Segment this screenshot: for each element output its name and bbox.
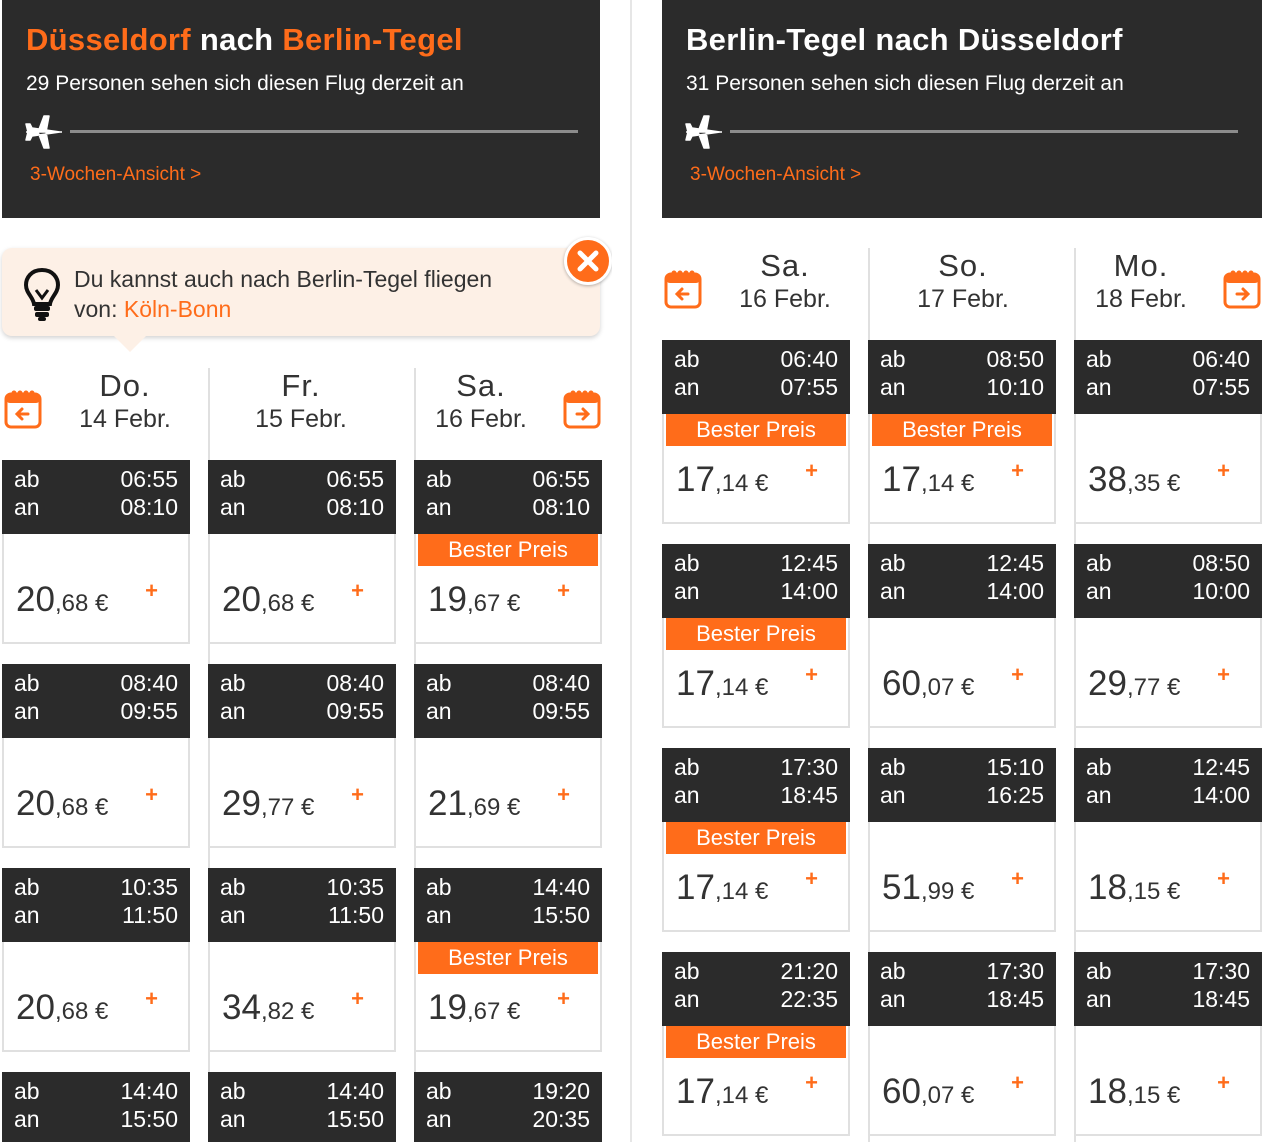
day-date: 14 Febr. (79, 405, 171, 433)
price-decimals: ,99 € (920, 878, 975, 905)
flight-times (414, 1072, 602, 1142)
add-flight-icon[interactable]: + (805, 662, 818, 687)
day-date: 17 Febr. (917, 285, 1009, 313)
arrival-label: an (426, 1106, 452, 1132)
arrival-label: an (880, 986, 906, 1012)
flight-card[interactable] (208, 1072, 396, 1142)
price-integer: 60 (882, 1072, 921, 1111)
price-decimals: ,15 € (1126, 878, 1181, 905)
flight-times (2, 664, 190, 738)
add-flight-icon[interactable]: + (1011, 458, 1024, 483)
arrival-label: an (674, 374, 700, 400)
departure-label: ab (674, 958, 700, 984)
alternative-airport-link[interactable]: Köln-Bonn (123, 296, 232, 322)
calendar-next-icon[interactable] (1223, 268, 1261, 310)
add-flight-icon[interactable]: + (145, 986, 158, 1011)
arrival-label: an (674, 578, 700, 604)
arrival-time: 15:50 (120, 1106, 178, 1132)
flight-card[interactable] (208, 868, 396, 1052)
departure-time: 06:55 (532, 466, 590, 492)
flight-card[interactable] (2, 868, 190, 1052)
price-decimals: ,14 € (714, 878, 769, 905)
flight-price (1088, 460, 1180, 500)
tip-text (74, 264, 492, 324)
price-decimals: ,68 € (54, 590, 109, 617)
arrival-label: an (426, 494, 452, 520)
departure-time: 19:20 (532, 1078, 590, 1104)
arrival-label: an (880, 374, 906, 400)
departure-time: 12:45 (1192, 754, 1250, 780)
add-flight-icon[interactable]: + (805, 866, 818, 891)
tip-pointer (112, 334, 148, 352)
departure-label: ab (674, 550, 700, 576)
arrival-time: 14:00 (1192, 782, 1250, 808)
outbound-title (26, 22, 463, 58)
flight-price (428, 784, 520, 824)
arrival-time: 08:10 (326, 494, 384, 520)
price-decimals: ,14 € (714, 674, 769, 701)
flight-price (16, 784, 108, 824)
outbound-title-connector: nach (199, 22, 274, 57)
departure-time: 14:40 (532, 874, 590, 900)
tip-prefix: von: (74, 296, 118, 322)
flight-path-line (70, 130, 578, 133)
return-pane (660, 0, 1262, 1142)
add-flight-icon[interactable]: + (145, 782, 158, 807)
best-price-badge: Bester Preis (666, 618, 846, 650)
flight-card[interactable] (868, 952, 1056, 1136)
flight-price (16, 580, 108, 620)
add-flight-icon[interactable]: + (351, 578, 364, 603)
flight-price (676, 460, 768, 500)
departure-label: ab (14, 874, 40, 900)
price-integer: 17 (676, 1072, 715, 1111)
add-flight-icon[interactable]: + (1011, 662, 1024, 687)
price-integer: 17 (882, 460, 921, 499)
price-integer: 17 (676, 460, 715, 499)
price-integer: 38 (1088, 460, 1127, 499)
departure-label: ab (220, 466, 246, 492)
departure-label: ab (426, 466, 452, 492)
best-price-badge: Bester Preis (418, 942, 598, 974)
day-header (690, 248, 880, 314)
departure-time: 17:30 (1192, 958, 1250, 984)
price-integer: 18 (1088, 1072, 1127, 1111)
arrival-time: 07:55 (780, 374, 838, 400)
flight-price (428, 988, 520, 1028)
flight-times (1074, 340, 1262, 414)
price-decimals: ,14 € (920, 470, 975, 497)
price-decimals: ,14 € (714, 1082, 769, 1109)
departure-label: ab (1086, 754, 1112, 780)
departure-label: ab (1086, 346, 1112, 372)
departure-time: 10:35 (120, 874, 178, 900)
departure-time: 14:40 (120, 1078, 178, 1104)
departure-time: 10:35 (326, 874, 384, 900)
flight-price (676, 664, 768, 704)
return-viewers: 31 Personen sehen sich diesen Flug derzeit an (686, 72, 1124, 95)
flight-times (662, 544, 850, 618)
flight-price (676, 868, 768, 908)
arrival-time: 14:00 (780, 578, 838, 604)
calendar-prev-icon[interactable] (4, 388, 42, 430)
departure-time: 08:40 (120, 670, 178, 696)
best-price-badge: Bester Preis (666, 1026, 846, 1058)
day-date: 16 Febr. (739, 285, 831, 313)
price-integer: 19 (428, 988, 467, 1027)
flight-price (1088, 664, 1180, 704)
departure-label: ab (1086, 958, 1112, 984)
flight-card[interactable] (414, 664, 602, 848)
departure-time: 12:45 (986, 550, 1044, 576)
return-title: Berlin-Tegel nach Düsseldorf (686, 22, 1123, 57)
price-integer: 20 (16, 580, 55, 619)
calendar-prev-icon[interactable] (664, 268, 702, 310)
day-header (868, 248, 1058, 314)
plane-icon (684, 114, 724, 150)
flight-price (16, 988, 108, 1028)
flight-times (662, 952, 850, 1026)
arrival-label: an (1086, 986, 1112, 1012)
outbound-header (2, 0, 600, 218)
flight-card[interactable] (414, 1072, 602, 1142)
flight-card[interactable] (662, 748, 850, 932)
price-decimals: ,82 € (260, 998, 315, 1025)
arrival-time: 16:25 (986, 782, 1044, 808)
add-flight-icon[interactable]: + (1217, 866, 1230, 891)
flight-card[interactable] (1074, 340, 1262, 524)
price-decimals: ,14 € (714, 470, 769, 497)
tip-line-2 (74, 294, 492, 324)
departure-time: 08:50 (1192, 550, 1250, 576)
price-integer: 21 (428, 784, 467, 823)
calendar-next-icon[interactable] (563, 388, 601, 430)
flight-times (208, 868, 396, 942)
arrival-time: 11:50 (328, 902, 384, 928)
add-flight-icon[interactable]: + (1217, 458, 1230, 483)
outbound-destination: Berlin-Tegel (282, 22, 463, 57)
departure-label: ab (880, 958, 906, 984)
price-decimals: ,07 € (920, 674, 975, 701)
day-of-week: So. (938, 248, 988, 283)
arrival-label: an (14, 1106, 40, 1132)
flight-card[interactable] (208, 664, 396, 848)
price-integer: 17 (676, 868, 715, 907)
departure-label: ab (426, 1078, 452, 1104)
add-flight-icon[interactable]: + (557, 782, 570, 807)
arrival-time: 08:10 (532, 494, 590, 520)
flight-card[interactable] (1074, 748, 1262, 932)
departure-time: 06:40 (1192, 346, 1250, 372)
departure-time: 14:40 (326, 1078, 384, 1104)
price-decimals: ,69 € (466, 794, 521, 821)
arrival-time: 08:10 (120, 494, 178, 520)
add-flight-icon[interactable]: + (145, 578, 158, 603)
flight-path-line (730, 130, 1238, 133)
arrival-label: an (14, 698, 40, 724)
flight-card[interactable] (1074, 544, 1262, 728)
flight-times (1074, 748, 1262, 822)
arrival-label: an (426, 698, 452, 724)
flight-card[interactable] (662, 952, 850, 1136)
add-flight-icon[interactable]: + (557, 578, 570, 603)
day-date: 15 Febr. (255, 405, 347, 433)
close-icon[interactable] (564, 237, 612, 285)
price-integer: 19 (428, 580, 467, 619)
flight-price (222, 580, 314, 620)
departure-time: 12:45 (780, 550, 838, 576)
departure-label: ab (880, 346, 906, 372)
arrival-label: an (1086, 782, 1112, 808)
flight-card[interactable] (2, 1072, 190, 1142)
price-integer: 29 (222, 784, 261, 823)
arrival-label: an (14, 902, 40, 928)
day-header (30, 368, 220, 434)
departure-label: ab (14, 670, 40, 696)
day-header (206, 368, 396, 434)
flight-card[interactable] (2, 664, 190, 848)
price-decimals: ,68 € (54, 998, 109, 1025)
day-of-week: Sa. (760, 248, 810, 283)
arrival-time: 09:55 (532, 698, 590, 724)
flight-card[interactable] (1074, 952, 1262, 1136)
arrival-label: an (674, 782, 700, 808)
price-integer: 17 (676, 664, 715, 703)
flight-times (662, 340, 850, 414)
arrival-time: 07:55 (1192, 374, 1250, 400)
flight-card[interactable] (662, 544, 850, 728)
departure-time: 06:55 (120, 466, 178, 492)
flight-times (868, 340, 1056, 414)
arrival-time: 11:50 (122, 902, 178, 928)
price-decimals: ,07 € (920, 1082, 975, 1109)
arrival-label: an (880, 782, 906, 808)
departure-label: ab (426, 670, 452, 696)
day-of-week: Sa. (456, 368, 506, 403)
add-flight-icon[interactable]: + (1217, 1070, 1230, 1095)
three-week-view-link[interactable]: 3-Wochen-Ansicht > (30, 164, 202, 185)
flight-price (882, 868, 974, 908)
flight-price (882, 1072, 974, 1112)
arrival-time: 20:35 (532, 1106, 590, 1132)
departure-time: 06:40 (780, 346, 838, 372)
arrival-label: an (1086, 578, 1112, 604)
arrival-label: an (674, 986, 700, 1012)
departure-time: 08:40 (532, 670, 590, 696)
price-decimals: ,15 € (1126, 1082, 1181, 1109)
flight-times (868, 748, 1056, 822)
add-flight-icon[interactable]: + (1217, 662, 1230, 687)
outbound-viewers: 29 Personen sehen sich diesen Flug derzeit an (26, 72, 464, 95)
arrival-time: 18:45 (1192, 986, 1250, 1012)
price-integer: 20 (16, 988, 55, 1027)
price-integer: 29 (1088, 664, 1127, 703)
departure-time: 17:30 (780, 754, 838, 780)
departure-label: ab (220, 1078, 246, 1104)
price-decimals: ,67 € (466, 998, 521, 1025)
add-flight-icon[interactable]: + (805, 458, 818, 483)
flight-price (222, 988, 314, 1028)
flight-price (1088, 1072, 1180, 1112)
arrival-time: 10:10 (986, 374, 1044, 400)
arrival-label: an (220, 902, 246, 928)
price-integer: 20 (222, 580, 261, 619)
flight-times (414, 664, 602, 738)
flight-times (662, 748, 850, 822)
arrival-label: an (220, 698, 246, 724)
add-flight-icon[interactable]: + (1011, 866, 1024, 891)
return-header (662, 0, 1262, 218)
departure-label: ab (220, 670, 246, 696)
flight-card[interactable] (208, 460, 396, 644)
departure-label: ab (674, 346, 700, 372)
price-decimals: ,68 € (260, 590, 315, 617)
flight-price (882, 664, 974, 704)
arrival-time: 22:35 (780, 986, 838, 1012)
price-integer: 60 (882, 664, 921, 703)
departure-label: ab (220, 874, 246, 900)
tip-line-1: Du kannst auch nach Berlin-Tegel fliegen (74, 266, 493, 292)
outbound-origin: Düsseldorf (26, 22, 191, 57)
lightbulb-icon (22, 266, 62, 322)
arrival-label: an (14, 494, 40, 520)
departure-label: ab (674, 754, 700, 780)
flight-price (676, 1072, 768, 1112)
arrival-label: an (1086, 374, 1112, 400)
price-integer: 34 (222, 988, 261, 1027)
plane-icon (24, 114, 64, 150)
arrival-time: 09:55 (326, 698, 384, 724)
day-date: 16 Febr. (435, 405, 527, 433)
flight-times (208, 664, 396, 738)
best-price-badge: Bester Preis (418, 534, 598, 566)
day-of-week: Mo. (1113, 248, 1169, 283)
flight-times (208, 1072, 396, 1142)
best-price-badge: Bester Preis (666, 822, 846, 854)
departure-label: ab (14, 466, 40, 492)
departure-label: ab (426, 874, 452, 900)
day-date: 18 Febr. (1095, 285, 1187, 313)
departure-label: ab (880, 550, 906, 576)
flight-card[interactable] (868, 340, 1056, 524)
add-flight-icon[interactable]: + (351, 782, 364, 807)
flight-times (414, 460, 602, 534)
arrival-label: an (220, 1106, 246, 1132)
three-week-view-link[interactable]: 3-Wochen-Ansicht > (690, 164, 862, 185)
flight-price (1088, 868, 1180, 908)
arrival-time: 18:45 (986, 986, 1044, 1012)
flight-times (868, 952, 1056, 1026)
best-price-badge: Bester Preis (872, 414, 1052, 446)
departure-time: 21:20 (780, 958, 838, 984)
flight-times (414, 868, 602, 942)
arrival-label: an (426, 902, 452, 928)
price-decimals: ,67 € (466, 590, 521, 617)
arrival-label: an (220, 494, 246, 520)
add-flight-icon[interactable]: + (351, 986, 364, 1011)
arrival-time: 18:45 (780, 782, 838, 808)
departure-time: 17:30 (986, 958, 1044, 984)
flight-price (222, 784, 314, 824)
price-integer: 51 (882, 868, 921, 907)
flight-card[interactable] (2, 460, 190, 644)
flight-times (868, 544, 1056, 618)
arrival-time: 10:00 (1192, 578, 1250, 604)
departure-label: ab (880, 754, 906, 780)
price-integer: 20 (16, 784, 55, 823)
arrival-time: 15:50 (532, 902, 590, 928)
departure-time: 08:50 (986, 346, 1044, 372)
price-decimals: ,68 € (54, 794, 109, 821)
flight-times (208, 460, 396, 534)
departure-label: ab (1086, 550, 1112, 576)
add-flight-icon[interactable]: + (557, 986, 570, 1011)
flight-price (428, 580, 520, 620)
departure-label: ab (14, 1078, 40, 1104)
price-decimals: ,35 € (1126, 470, 1181, 497)
add-flight-icon[interactable]: + (805, 1070, 818, 1095)
flight-card[interactable] (662, 340, 850, 524)
departure-time: 15:10 (986, 754, 1044, 780)
arrival-label: an (880, 578, 906, 604)
day-of-week: Fr. (281, 368, 321, 403)
flight-times (2, 868, 190, 942)
alternative-airport-tip (2, 248, 600, 336)
arrival-time: 15:50 (326, 1106, 384, 1132)
price-integer: 18 (1088, 868, 1127, 907)
flight-card[interactable] (868, 748, 1056, 932)
departure-time: 06:55 (326, 466, 384, 492)
departure-time: 08:40 (326, 670, 384, 696)
flight-price (882, 460, 974, 500)
day-of-week: Do. (99, 368, 151, 403)
flight-times (2, 460, 190, 534)
arrival-time: 09:55 (120, 698, 178, 724)
arrival-time: 14:00 (986, 578, 1044, 604)
flight-times (1074, 544, 1262, 618)
add-flight-icon[interactable]: + (1011, 1070, 1024, 1095)
flight-card[interactable] (414, 868, 602, 1052)
flight-times (1074, 952, 1262, 1026)
flight-times (2, 1072, 190, 1142)
price-decimals: ,77 € (1126, 674, 1181, 701)
price-decimals: ,77 € (260, 794, 315, 821)
pane-divider (630, 0, 632, 1142)
flight-card[interactable] (414, 460, 602, 644)
outbound-pane (0, 0, 612, 1142)
flight-card[interactable] (868, 544, 1056, 728)
best-price-badge: Bester Preis (666, 414, 846, 446)
